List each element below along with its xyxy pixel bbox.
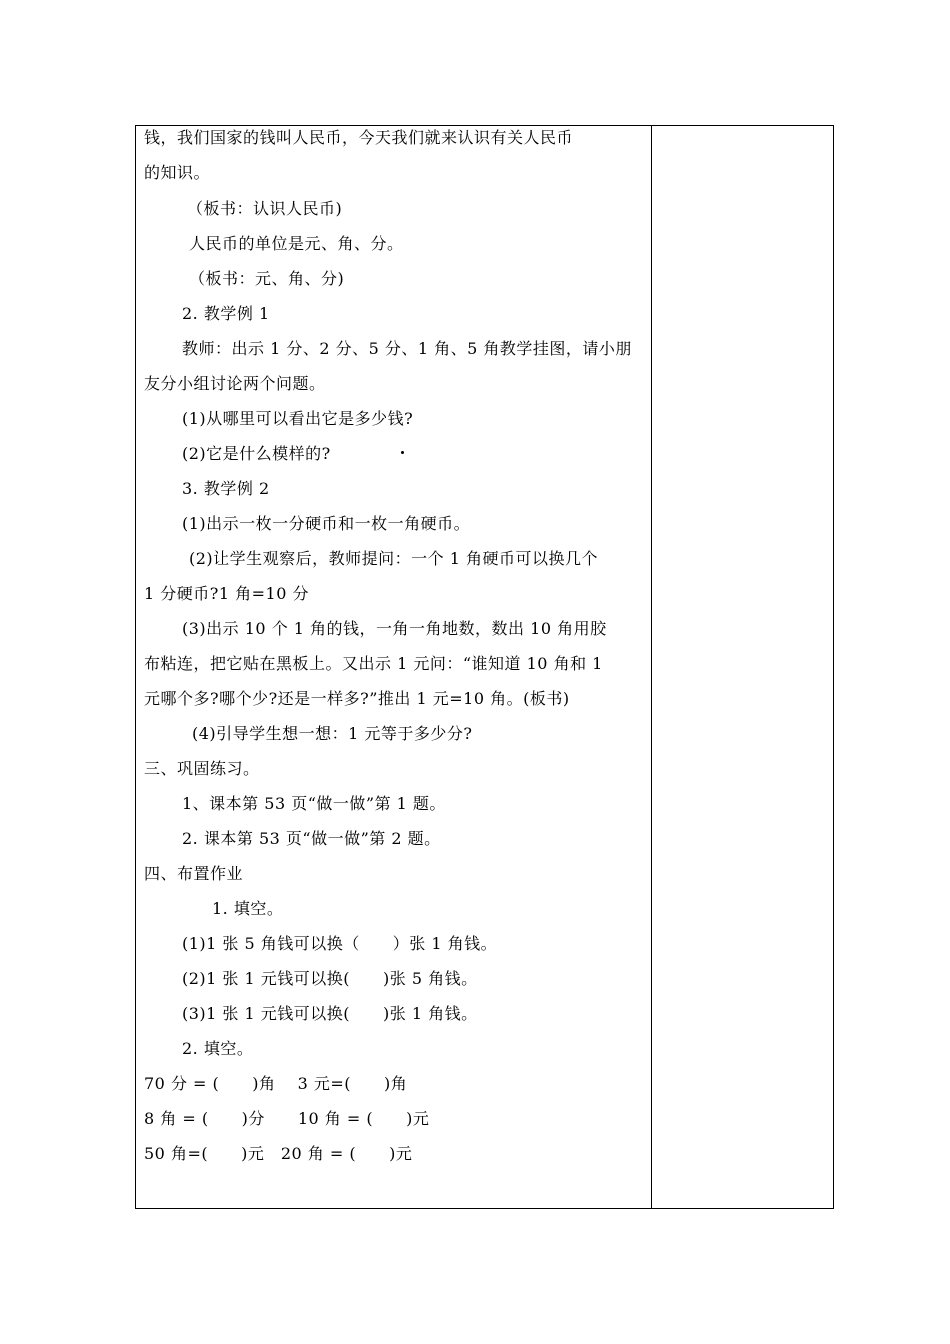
text-line: 8 角 = ( )分 10 角 = ( )元 — [144, 1109, 430, 1128]
text-line: 1 分硬币?1 角=10 分 — [144, 584, 309, 603]
stray-dot — [401, 451, 404, 454]
notes-column — [652, 126, 833, 1208]
text-line: (2)1 张 1 元钱可以换( )张 5 角钱。 — [182, 969, 478, 988]
text-line: （板书：元、角、分) — [189, 269, 345, 288]
text-line: (4)引导学生想一想：1 元等于多少分? — [192, 724, 473, 743]
text-line: 2. 课本第 53 页“做一做”第 2 题。 — [182, 829, 441, 848]
text-line: 元哪个多?哪个少?还是一样多?”推出 1 元=10 角。(板书) — [144, 689, 570, 708]
section-heading: 三、巩固练习。 — [144, 759, 260, 778]
text-line: 1、课本第 53 页“做一做”第 1 题。 — [182, 794, 446, 813]
text-line: 钱，我们国家的钱叫人民币，今天我们就来认识有关人民币 — [144, 128, 574, 147]
text-line: (1)1 张 5 角钱可以换（ ）张 1 角钱。 — [182, 934, 498, 953]
text-line: (3)出示 10 个 1 角的钱，一角一角地数，数出 10 角用胶 — [182, 619, 607, 638]
text-line: 70 分 = ( )角 3 元=( )角 — [144, 1074, 408, 1093]
text-line: (1)从哪里可以看出它是多少钱? — [182, 409, 414, 428]
text-line: 布粘连，把它贴在黑板上。又出示 1 元问：“谁知道 10 角和 1 — [144, 654, 603, 673]
text-line: （板书：认识人民币) — [187, 199, 343, 218]
text-line: 人民币的单位是元、角、分。 — [189, 234, 404, 253]
text-line: 2. 教学例 1 — [182, 304, 270, 323]
section-heading: 四、布置作业 — [144, 864, 244, 883]
text-line: 的知识。 — [144, 163, 211, 182]
text-line: 友分小组讨论两个问题。 — [144, 374, 326, 393]
text-line: (1)出示一枚一分硬币和一枚一角硬币。 — [182, 514, 471, 533]
text-line: 3. 教学例 2 — [182, 479, 270, 498]
text-line: 2. 填空。 — [182, 1039, 254, 1058]
text-line: 1. 填空。 — [212, 899, 284, 918]
text-line: 50 角=( )元 20 角 = ( )元 — [144, 1144, 413, 1163]
text-line: 教师：出示 1 分、2 分、5 分、1 角、5 角教学挂图，请小朋 — [182, 339, 632, 358]
lesson-plan-table — [135, 125, 834, 1209]
text-line: (2)让学生观察后，教师提问：一个 1 角硬币可以换几个 — [189, 549, 599, 568]
text-line: (2)它是什么模样的? — [182, 444, 331, 463]
text-line: (3)1 张 1 元钱可以换( )张 1 角钱。 — [182, 1004, 478, 1023]
